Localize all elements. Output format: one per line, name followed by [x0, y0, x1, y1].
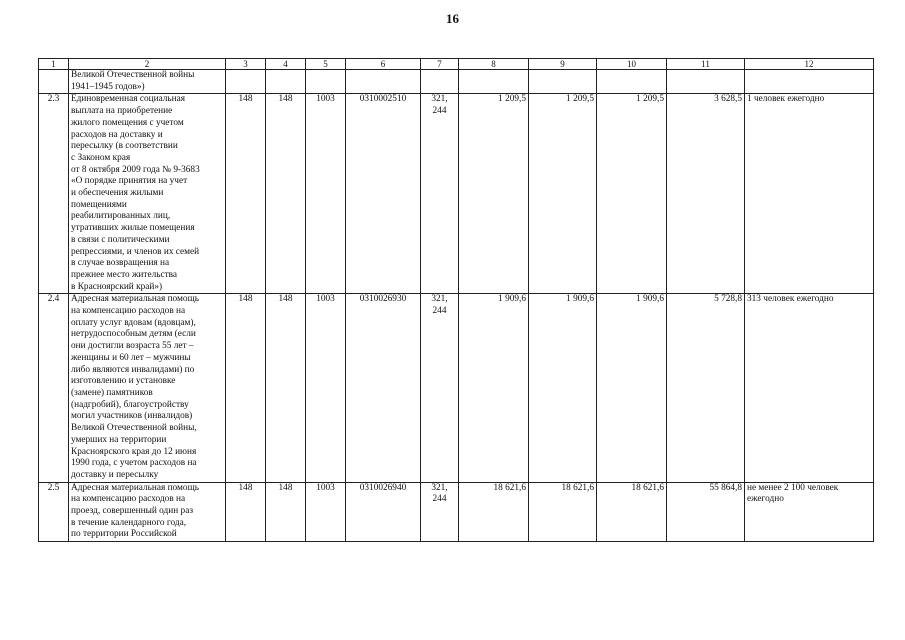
column-header: 6 [346, 59, 421, 70]
cell-col8: 1 909,6 [459, 294, 529, 482]
header-row [39, 59, 874, 70]
row-number [39, 70, 69, 94]
row-description: Адресная материальная помощь на компенсацию расходов на оплату услуг вдовам (вдовцам), нетрудоспособным детям (если они достигли возраста 55 лет – женщины и 60 лет – мужчины либо являются инвалидами) по изготовлению и установке (замене) памятников (надгробий), благоустройству могил участников (инвалидов) Великой Отечественной войны, умерших на территории Красноярского края до 12 июня 1990 года, с учетом расходов на доставку и пересылку [69, 294, 226, 482]
column-header: 7 [421, 59, 459, 70]
cell-col4: 148 [266, 94, 306, 294]
column-header: 9 [529, 59, 597, 70]
cell-col5: 1003 [306, 482, 346, 542]
cell-col5 [306, 70, 346, 94]
cell-col4 [266, 70, 306, 94]
cell-col11: 55 864,8 [667, 482, 745, 542]
cell-col6: 0310026940 [346, 482, 421, 542]
cell-col10: 1 909,6 [597, 294, 667, 482]
cell-col6: 0310026930 [346, 294, 421, 482]
cell-col9: 18 621,6 [529, 482, 597, 542]
column-header: 4 [266, 59, 306, 70]
cell-col9 [529, 70, 597, 94]
cell-col6: 0310002510 [346, 94, 421, 294]
row-description: Великой Отечественной войны 1941–1945 годов») [69, 70, 226, 94]
cell-col8: 1 209,5 [459, 94, 529, 294]
column-header: 12 [745, 59, 874, 70]
cell-col11: 5 728,8 [667, 294, 745, 482]
cell-col11 [667, 70, 745, 94]
cell-col3: 148 [226, 294, 266, 482]
cell-col12: не менее 2 100 человек ежегодно [745, 482, 874, 542]
cell-col9: 1 909,6 [529, 294, 597, 482]
row-number: 2.5 [39, 482, 69, 542]
cell-col11: 3 628,5 [667, 94, 745, 294]
cell-col4: 148 [266, 294, 306, 482]
column-header: 5 [306, 59, 346, 70]
cell-col3: 148 [226, 482, 266, 542]
cell-col12: 1 человек ежегодно [745, 94, 874, 294]
column-header: 1 [39, 59, 69, 70]
cell-col3: 148 [226, 94, 266, 294]
cell-col8 [459, 70, 529, 94]
table-row [39, 94, 874, 294]
column-header: 10 [597, 59, 667, 70]
cell-col7: 321, 244 [421, 94, 459, 294]
cell-col8: 18 621,6 [459, 482, 529, 542]
cell-col9: 1 209,5 [529, 94, 597, 294]
cell-col10 [597, 70, 667, 94]
cell-col3 [226, 70, 266, 94]
column-header: 2 [69, 59, 226, 70]
cell-col12 [745, 70, 874, 94]
row-description: Единовременная социальная выплата на приобретение жилого помещения с учетом расходов на доставку и пересылку (в соответствии с Законом края от 8 октября 2009 года № 9-3683 «О порядке принятия на учет и обеспечения жилыми помещениями реабилитированных лиц, утративших жилые помещения в связи с политическими репрессиями, и членов их семей в случае возвращения на прежнее место жительства в Красноярский край») [69, 94, 226, 294]
cell-col5: 1003 [306, 294, 346, 482]
cell-col5: 1003 [306, 94, 346, 294]
table-row [39, 482, 874, 542]
cell-col7: 321, 244 [421, 482, 459, 542]
row-number: 2.3 [39, 94, 69, 294]
column-header: 3 [226, 59, 266, 70]
cell-col12: 313 человек ежегодно [745, 294, 874, 482]
table-row [39, 70, 874, 94]
table-row [39, 294, 874, 482]
budget-table [38, 58, 874, 542]
cell-col10: 18 621,6 [597, 482, 667, 542]
cell-col4: 148 [266, 482, 306, 542]
page-number: 16 [446, 11, 459, 26]
row-description: Адресная материальная помощь на компенсацию расходов на проезд, совершенный один раз в течение календарного года, по территории Российской [69, 482, 226, 542]
cell-col7: 321, 244 [421, 294, 459, 482]
cell-col7 [421, 70, 459, 94]
cell-col10: 1 209,5 [597, 94, 667, 294]
row-number: 2.4 [39, 294, 69, 482]
column-header: 11 [667, 59, 745, 70]
column-header: 8 [459, 59, 529, 70]
cell-col6 [346, 70, 421, 94]
